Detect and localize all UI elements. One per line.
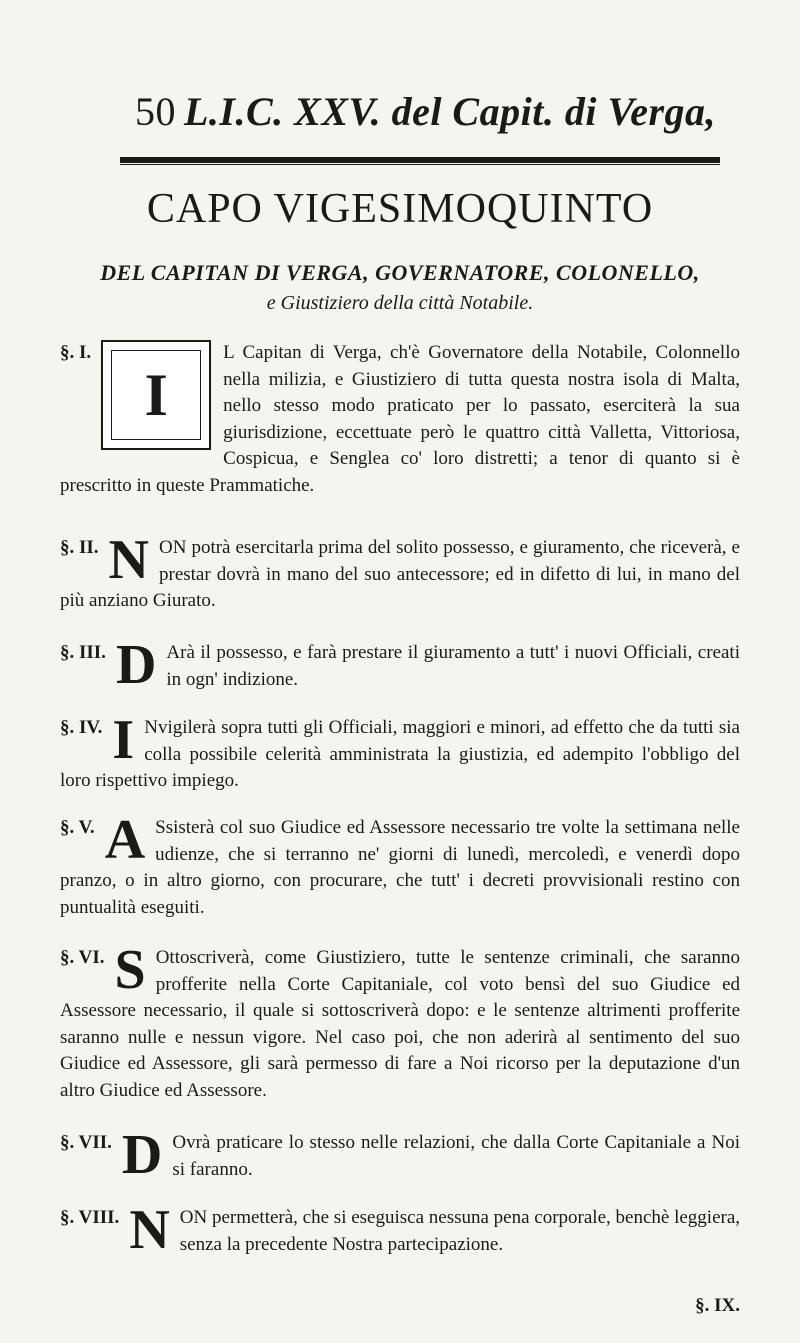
section-text: ON permetterà, che si eseguisca nessuna pena corporale, benchè leggiera, senza la precedente Nostra partecipazione. (179, 1207, 741, 1255)
section-2 (60, 529, 740, 615)
chapter-subtitle-line2: e Giustiziero della città Notabile. (266, 292, 534, 314)
section-text: ON potrà esercitarla prima del solito possesso, e giuramento, che riceverà, e prestar dovrà in mano del suo antecessore; ed in difetto di lui, in mano del più anziano Giurato. (60, 537, 740, 612)
section-number: §. VI. (60, 947, 105, 968)
drop-cap: I (112, 709, 135, 771)
catchword: §. IX. (695, 1295, 740, 1316)
header-rule-thin (120, 164, 720, 165)
section-number: §. I. (60, 342, 92, 363)
section-text: Ovrà praticare lo stesso nelle relazioni, che dalla Corte Capitaniale a Noi si faranno. (172, 1132, 740, 1180)
section-text: Nvigilerà sopra tutti gli Officiali, maggiori e minori, ad effetto che da tutti sia colla possibile celerità amministrata la giustizia, ed adempito l'obbligo del loro rispettivo impiego. (60, 717, 740, 792)
section-number: §. VIII. (60, 1207, 120, 1228)
section-6 (60, 939, 740, 1105)
section-7 (60, 1124, 740, 1186)
drop-cap: D (121, 1124, 163, 1186)
section-5 (60, 809, 740, 921)
section-text: Ssisterà col suo Giudice ed Assessore necessario tre volte la settimana nelle udienze, che si terranno ne' giorni di lunedì, mercoledì, e venerdì dopo pranzo, o in altro giorno, con procurare, che tutt' i decreti provvisionali restino con puntualità eseguiti. (60, 817, 740, 918)
chapter-subtitle: DEL CAPITAN DI VERGA, GOVERNATORE, COLONELLO, (100, 260, 700, 285)
section-number: §. VII. (60, 1132, 112, 1153)
running-title: L.I.C. XXV. del Capit. di Verga, (184, 89, 717, 134)
section-number: §. II. (60, 537, 99, 558)
drop-cap: S (114, 939, 146, 1001)
section-3 (60, 634, 740, 696)
header-rule (120, 157, 720, 163)
drop-cap: D (115, 634, 157, 696)
section-1 (60, 340, 740, 500)
section-4 (60, 709, 740, 795)
section-number: §. III. (60, 642, 106, 663)
section-number: §. V. (60, 817, 95, 838)
section-text: Ottoscriverà, come Giustiziero, tutte le sentenze criminali, che saranno profferite nella Corte Capitaniale, col voto bensì del suo Giudice ed Assessore necessario, il quale si sottoscriverà dopo: e le sentenze altrimenti profferite saranno nulle e nessun vigore. Nel caso poi, che non aderirà al sentimento del suo Giudice ed Assessore, gli sarà permesso di fare a Noi ricorso per la deputazione d'un altro Giudice ed Assessore. (60, 947, 740, 1101)
section-8 (60, 1199, 741, 1261)
drop-cap: N (108, 529, 149, 591)
section-text: L Capitan di Verga, ch'è Governatore della Notabile, Colonnello nella milizia, e Giustiziero di tutta questa nostra isola di Malta, nello stesso modo praticato per lo passato, eserciterà la sua giurisdizione, eccettuate però le quattro città Valletta, Vittoriosa, Cospicua, e Senglea co' loro distretti; a tenor di quanto si è prescritto in queste Prammatiche. (60, 342, 740, 496)
drop-cap: N (129, 1199, 170, 1261)
running-head (135, 88, 716, 135)
page-number: 50 (135, 89, 176, 134)
ornate-initial-letter: I (111, 350, 201, 440)
section-text: Arà il possesso, e farà prestare il giuramento a tutt' i nuovi Officiali, creati in ogn' indizione. (166, 642, 740, 690)
ornate-initial (101, 340, 211, 450)
section-number: §. IV. (60, 717, 103, 738)
drop-cap: A (104, 809, 146, 871)
chapter-title: CAPO VIGESIMOQUINTO (146, 186, 654, 232)
